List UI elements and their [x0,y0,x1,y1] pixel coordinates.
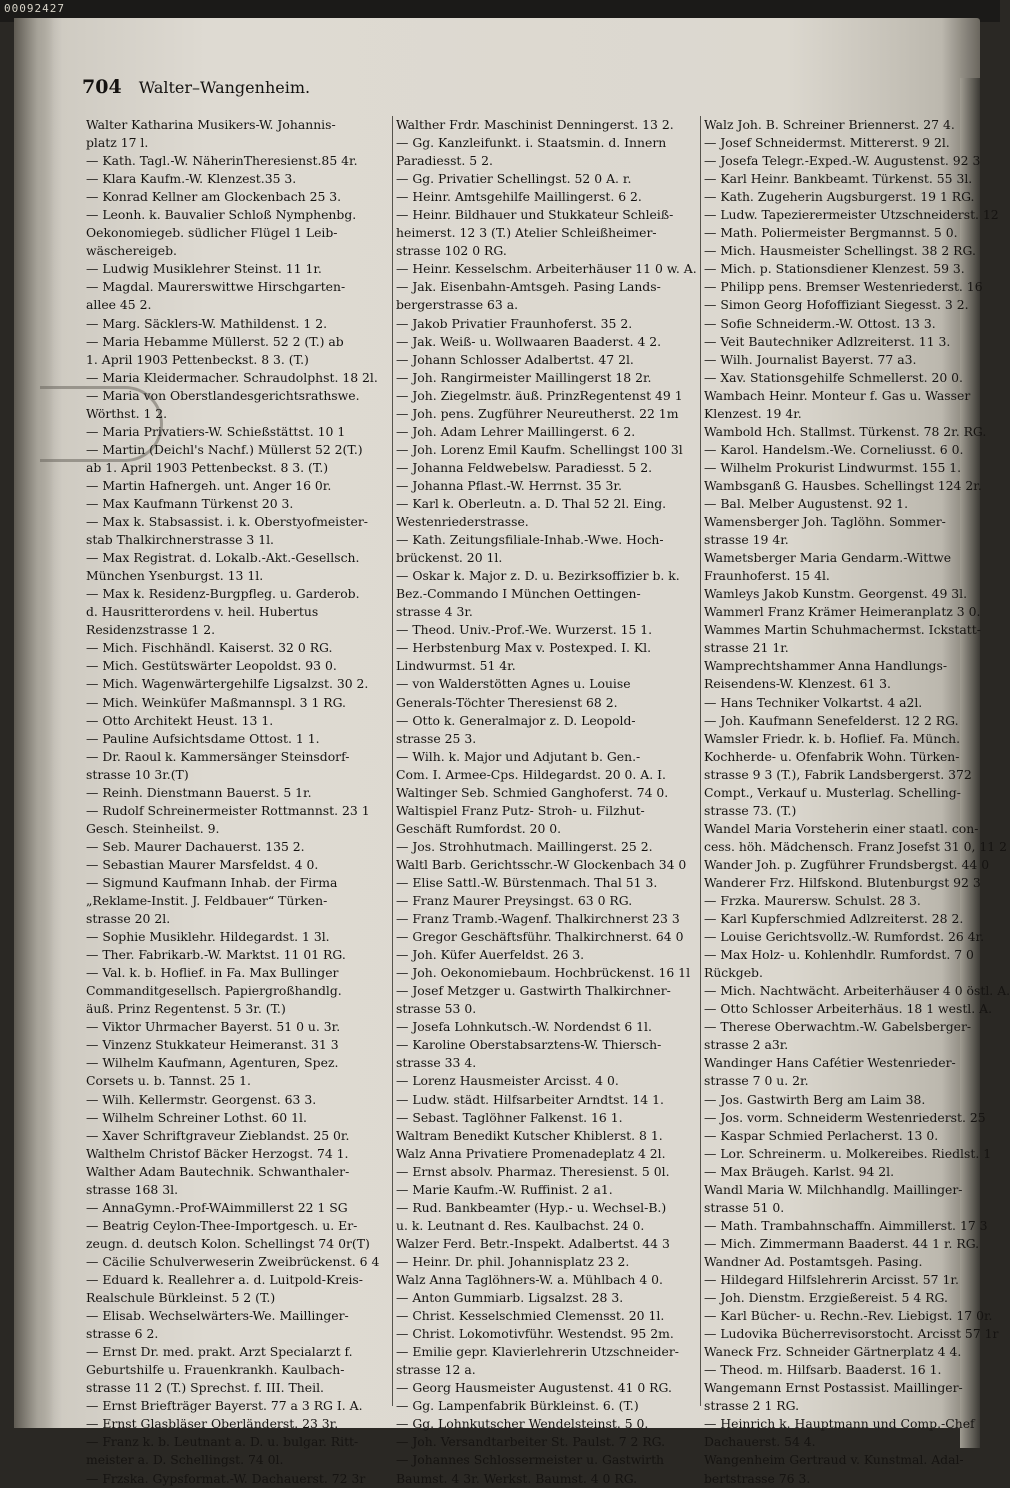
directory-line: — Maria Hebamme Müllerst. 52 2 (T.) ab [86,333,344,349]
column-rule-1 [392,116,393,1406]
directory-line: Generals-Töchter Theresienst 68 2. [396,694,618,710]
directory-line: Waltinger Seb. Schmied Ganghoferst. 74 0. [396,784,669,800]
directory-line: — Christ. Lokomotivführ. Westendst. 95 2m. [396,1326,674,1342]
directory-line: — Ernst Glasbläser Oberländerst. 23 3r. [86,1416,339,1432]
directory-line: — Mich. Weinküfer Maßmannspl. 3 1 RG. [86,694,346,710]
directory-line: — Val. k. b. Hoflief. in Fa. Max Bullinger [86,965,339,981]
directory-line: Walther Frdr. Maschinist Denningerst. 13 2. [396,117,674,132]
directory-line: — Hildegard Hilfslehrerin Arcisst. 57 1r. [704,1272,959,1287]
directory-line: — Elisab. Wechselwärters-We. Maillinger- [86,1308,349,1324]
directory-line: — Joh. Oekonomiebaum. Hochbrückenst. 16 1l [396,965,691,981]
directory-line: bergerstrasse 63 a. [396,297,519,313]
directory-line: Wambach Heinr. Monteur f. Gas u. Wasser [704,387,971,403]
directory-line: — Rud. Bankbeamter (Hyp.- u. Wechsel-B.) [396,1199,667,1215]
directory-line: Kochherde- u. Ofenfabrik Wohn. Türken- [704,748,960,764]
directory-line: heimerst. 12 3 (T.) Atelier Schleißheimer- [396,225,657,241]
directory-line: äuß. Prinz Regentenst. 5 3r. (T.) [86,1001,286,1017]
directory-line: — Otto Schlosser Arbeiterhäus. 18 1 westl. A. [704,1001,993,1017]
directory-line: platz 17 l. [86,135,149,151]
directory-line: — Joh. Lorenz Emil Kaufm. Schellingst 100 3l [396,441,683,457]
directory-line: Reisendens-W. Klenzest. 61 3. [704,676,891,692]
column-2 [396,116,698,1488]
directory-line: — Maria Kleidermacher. Schraudolphst. 18 2l. [86,369,378,385]
directory-line: Waltispiel Franz Putz- Stroh- u. Filzhut- [396,802,645,818]
directory-line: — Maria von Oberstlandesgerichtsrathswe. [86,387,360,403]
directory-line: — Johanna Pflast.-W. Herrnst. 35 3r. [396,477,622,493]
directory-line: strasse 2 1 RG. [704,1398,800,1414]
directory-line: Walter Katharina Musikers-W. Johannis- [86,117,336,132]
column-3 [704,116,1010,1488]
directory-line: brückenst. 20 1l. [396,550,503,566]
directory-line: — Jak. Eisenbahn-Amtsgeh. Pasing Lands- [396,279,661,295]
directory-line: — Max Bräugeh. Karlst. 94 2l. [704,1163,895,1179]
directory-line: — Franz k. b. Leutnant a. D. u. bulgar. Ritt- [86,1434,359,1450]
directory-line: strasse 73. (T.) [704,802,797,818]
directory-line: Wangemann Ernst Postassist. Maillinger- [704,1380,963,1396]
directory-line: — Franz Tramb.-Wagenf. Thalkirchnerst 23 3 [396,911,680,927]
directory-line: — Josefa Lohnkutsch.-W. Nordendst 6 1l. [396,1019,652,1035]
directory-line: meister a. D. Schellingst. 74 0l. [86,1452,284,1468]
directory-line: Walz Anna Taglöhners-W. a. Mühlbach 4 0. [396,1272,663,1287]
directory-line: u. k. Leutnant d. Res. Kaulbachst. 24 0. [396,1217,645,1233]
directory-line: Wammes Martin Schuhmachermst. Ickstatt- [704,622,981,638]
directory-line: — Josef Metzger u. Gastwirth Thalkirchner- [396,983,671,999]
column-1 [86,116,388,1488]
directory-line: strasse 19 4r. [704,532,789,548]
directory-line: — Joh. Adam Lehrer Maillingerst. 6 2. [396,423,636,439]
directory-line: — Johanna Feldwebelsw. Paradiesst. 5 2. [396,459,653,475]
directory-line: — Eduard k. Reallehrer a. d. Luitpold-Kreis- [86,1272,363,1287]
directory-line: — Marg. Säcklers-W. Mathildenst. 1 2. [86,315,328,331]
directory-line: — Rudolf Schreinermeister Rottmannst. 23 1 [86,802,370,818]
directory-line: — Martin (Deichl's Nachf.) Müllerst 52 2(T.) [86,441,363,457]
directory-line: — Pauline Aufsichtsdame Ottost. 1 1. [86,730,320,746]
directory-line: — Kath. Zugeherin Augsburgerst. 19 1 RG. [704,189,975,205]
directory-line: Walthelm Christof Bäcker Herzogst. 74 1. [86,1145,349,1161]
directory-line: Geburtshilfe u. Frauenkrankh. Kaulbach- [86,1362,345,1378]
directory-line: — Gregor Geschäftsführ. Thalkirchnerst. 64 0 [396,929,684,945]
directory-line: — Herbstenburg Max v. Postexped. I. Kl. [396,640,652,656]
directory-line: Residenzstrasse 1 2. [86,622,216,638]
directory-line: strasse 4 3r. [396,604,473,620]
directory-line: Walther Adam Bautechnik. Schwanthaler- [86,1163,350,1179]
directory-line: Paradiesst. 5 2. [396,153,493,169]
directory-line: 1. April 1903 Pettenbeckst. 8 3. (T.) [86,351,309,367]
directory-line: stab Thalkirchnerstrasse 3 1l. [86,532,274,548]
directory-line: ab 1. April 1903 Pettenbeckst. 8 3. (T.) [86,459,329,475]
directory-line: — Franz Maurer Preysingst. 63 0 RG. [396,893,633,909]
directory-line: — Gg. Lampenfabrik Bürkleinst. 6. (T.) [396,1398,639,1414]
directory-line: — Ludwig Musiklehrer Steinst. 11 1r. [86,261,322,277]
directory-line: strasse 11 2 (T.) Sprechst. f. III. Theil. [86,1380,324,1396]
directory-line: — Ludw. städt. Hilfsarbeiter Arndtst. 14 1. [396,1091,664,1107]
directory-line: — Kaspar Schmied Perlacherst. 13 0. [704,1127,939,1143]
directory-line: — Martin Hafnergeh. unt. Anger 16 0r. [86,477,332,493]
directory-line: — Heinrich k. Hauptmann und Comp.-Chef [704,1416,975,1432]
directory-line: — Mich. p. Stationsdiener Klenzest. 59 3. [704,261,965,277]
directory-line: — Kath. Tagl.-W. NäherinTheresienst.85 4r. [86,153,358,169]
directory-line: — Gg. Privatier Schellingst. 52 0 A. r. [396,171,632,187]
directory-line: — Theod. Univ.-Prof.-We. Wurzerst. 15 1. [396,622,653,638]
directory-line: — Louise Gerichtsvollz.-W. Rumfordst. 26 4r. [704,929,985,945]
directory-line: — Wilhelm Prokurist Lindwurmst. 155 1. [704,459,962,475]
directory-line: — Sebastian Maurer Marsfeldst. 4 0. [86,856,319,872]
directory-line: — Kath. Zeitungsfiliale-Inhab.-Wwe. Hoch- [396,532,664,548]
directory-line: — Math. Trambahnschaffn. Aimmillerst. 17 3 [704,1217,988,1233]
directory-line: Gesch. Steinheilst. 9. [86,820,220,836]
directory-line: — Viktor Uhrmacher Bayerst. 51 0 u. 3r. [86,1019,341,1035]
directory-line: — Frzka. Maurersw. Schulst. 28 3. [704,893,921,909]
directory-line: — Magdal. Maurerswittwe Hirschgarten- [86,279,346,295]
directory-line: — Wilh. Journalist Bayerst. 77 a3. [704,351,917,367]
directory-line: — Gg. Lohnkutscher Wendelsteinst. 5 0. [396,1416,649,1432]
directory-line: — Karl Heinr. Bankbeamt. Türkenst. 55 3l. [704,171,973,187]
directory-line: Wandinger Hans Cafétier Westenrieder- [704,1055,956,1071]
directory-line: strasse 12 a. [396,1362,476,1378]
directory-line: Walz Joh. B. Schreiner Briennerst. 27 4. [704,117,955,132]
page-header [82,76,310,98]
directory-line: Compt., Verkauf u. Musterlag. Schelling- [704,784,961,800]
directory-line: Wammerl Franz Krämer Heimeranplatz 3 0. [704,604,981,620]
directory-line: — Otto k. Generalmajor z. D. Leopold- [396,712,636,728]
directory-line: Wander Joh. p. Zugführer Frundsbergst. 44 0 [704,856,990,872]
directory-line: — Joh. Küfer Auerfeldst. 26 3. [396,947,585,963]
directory-line: — Mich. Fischhändl. Kaiserst. 32 0 RG. [86,640,333,656]
directory-line: allee 45 2. [86,297,152,313]
directory-line: — Theod. m. Hilfsarb. Baaderst. 16 1. [704,1362,942,1378]
directory-line: Wandel Maria Vorsteherin einer staatl. con- [704,820,979,836]
directory-line: strasse 7 0 u. 2r. [704,1073,809,1089]
directory-line: — Math. Poliermeister Bergmannst. 5 0. [704,225,958,241]
directory-line: — Otto Architekt Heust. 13 1. [86,712,274,728]
directory-line: Commanditgesellsch. Papiergroßhandlg. [86,983,342,999]
directory-line: Wametsberger Maria Gendarm.-Wittwe [704,550,952,566]
directory-line: — Mich. Zimmermann Baaderst. 44 1 r. RG. [704,1235,980,1251]
directory-line: — Jos. Strohhutmach. Maillingerst. 25 2. [396,838,653,854]
directory-line: — Emilie gepr. Klavierlehrerin Utzschneider- [396,1344,679,1360]
directory-line: — Sofie Schneiderm.-W. Ottost. 13 3. [704,315,936,331]
directory-line: — Wilhelm Kaufmann, Agenturen, Spez. [86,1055,339,1071]
column-rule-2 [700,116,701,1406]
directory-line: München Ysenburgst. 13 1l. [86,568,264,584]
directory-line: — Johann Schlosser Adalbertst. 47 2l. [396,351,634,367]
directory-line: — Josef Schneidermst. Mittererst. 9 2l. [704,135,950,151]
running-head: Walter–Wangenheim. [138,78,311,97]
directory-line: Oekonomiegeb. südlicher Flügel 1 Leib- [86,225,338,241]
directory-line: — Beatrig Ceylon-Thee-Importgesch. u. Er- [86,1217,358,1233]
directory-line: — Wilh. Kellermstr. Georgenst. 63 3. [86,1091,317,1107]
directory-line: Realschule Bürkleinst. 5 2 (T.) [86,1290,276,1306]
directory-line: Lindwurmst. 51 4r. [396,658,516,674]
directory-line: — Ernst absolv. Pharmaz. Theresienst. 5 0l. [396,1163,670,1179]
directory-line: — Joh. pens. Zugführer Neureutherst. 22 1m [396,405,679,421]
directory-line: — Mich. Nachtwächt. Arbeiterhäuser 4 0 östl. A. [704,983,1010,999]
directory-line: — Ther. Fabrikarb.-W. Marktst. 11 01 RG. [86,947,346,963]
directory-line: Wambold Hch. Stallmst. Türkenst. 78 2r. RG. [704,423,987,439]
directory-line: — Joh. Dienstm. Erzgießereist. 5 4 RG. [704,1290,948,1306]
directory-line: strasse 2 a3r. [704,1037,789,1053]
directory-line: — Gg. Kanzleifunkt. i. Staatsmin. d. Innern [396,135,667,151]
directory-line: — Vinzenz Stukkateur Heimeranst. 31 3 [86,1037,339,1053]
directory-line: — Georg Hausmeister Augustenst. 41 0 RG. [396,1380,672,1396]
directory-line: — Simon Georg Hofoffiziant Siegesst. 3 2. [704,297,969,313]
directory-line: bertstrasse 76 3. [704,1470,811,1486]
scan-id: 00092427 [4,2,65,15]
directory-line: d. Hausritterordens v. heil. Hubertus [86,604,319,620]
directory-line: — Karl Kupferschmied Adlzreiterst. 28 2. [704,911,964,927]
directory-line: — Wilh. k. Major und Adjutant b. Gen.- [396,748,641,764]
directory-line: — Xaver Schriftgraveur Zieblandst. 25 0r. [86,1127,350,1143]
directory-line: strasse 20 2l. [86,911,171,927]
directory-line: strasse 53 0. [396,1001,477,1017]
directory-line: — Max Holz- u. Kohlenhdlr. Rumfordst. 7 0 [704,947,974,963]
directory-line: — Heinr. Amtsgehilfe Maillingerst. 6 2. [396,189,642,205]
directory-line: — Joh. Kaufmann Senefelderst. 12 2 RG. [704,712,959,728]
directory-line: Wangenheim Gertraud v. Kunstmal. Adal- [704,1452,964,1468]
directory-line: strasse 6 2. [86,1326,159,1342]
directory-line: Fraunhoferst. 15 4l. [704,568,830,584]
directory-line: — Sebast. Taglöhner Falkenst. 16 1. [396,1109,623,1125]
directory-line: — Elise Sattl.-W. Bürstenmach. Thal 51 3. [396,874,658,890]
directory-line: — Frzska. Gypsformat.-W. Dachauerst. 72 3r [86,1470,366,1486]
directory-line: — Lorenz Hausmeister Arcisst. 4 0. [396,1073,619,1089]
directory-line: — Karoline Oberstabsarztens-W. Thiersch- [396,1037,662,1053]
directory-line: zeugn. d. deutsch Kolon. Schellingst 74 0r(T) [86,1235,370,1251]
directory-line: — AnnaGymn.-Prof-WAimmillerst 22 1 SG [86,1199,348,1215]
directory-line: — Philipp pens. Bremser Westenriederst. 16 [704,279,983,295]
directory-line: — Mich. Hausmeister Schellingst. 38 2 RG. [704,243,976,259]
directory-line: Waltram Benedikt Kutscher Khiblerst. 8 1. [396,1127,663,1143]
directory-line: — Jos. vorm. Schneiderm Westenriederst. 25 [704,1109,986,1125]
page-binding-shadow [14,18,54,1428]
directory-line: — Max k. Stabsassist. i. k. Oberstyofmeister- [86,514,368,530]
directory-line: — Max Kaufmann Türkenst 20 3. [86,495,294,511]
directory-line: — Jak. Weiß- u. Wollwaaren Baaderst. 4 2. [396,333,662,349]
directory-line: — Heinr. Dr. phil. Johannisplatz 23 2. [396,1253,630,1269]
directory-page [14,18,1010,1486]
directory-line: — Lor. Schreinerm. u. Molkereibes. Riedlst. 1 [704,1145,992,1161]
directory-line: — Dr. Raoul k. Kammersänger Steinsdorf- [86,748,350,764]
directory-line: — Karl Bücher- u. Rechn.-Rev. Liebigst. 17 0r. [704,1308,993,1324]
directory-line: Wandl Maria W. Milchhandlg. Maillinger- [704,1181,963,1197]
directory-line: — Joh. Versandtarbeiter St. Paulst. 7 2 RG. [396,1434,666,1450]
directory-line: strasse 9 3 (T.), Fabrik Landsbergerst. 372 [704,766,972,782]
directory-line: — Oskar k. Major z. D. u. Bezirksoffizier b. k. [396,568,680,584]
directory-line: strasse 10 3r.(T) [86,766,189,782]
directory-line: Westenriederstrasse. [396,514,529,530]
directory-line: — Max Registrat. d. Lokalb.-Akt.-Gesellsch. [86,550,360,566]
directory-line: Wambsganß G. Hausbes. Schellingst 124 2r. [704,477,982,493]
directory-line: — Heinr. Kesselschm. Arbeiterhäuser 11 0 w. A. [396,261,697,277]
directory-line: strasse 21 1r. [704,640,789,656]
directory-line: — Sophie Musiklehr. Hildegardst. 1 3l. [86,929,330,945]
directory-line: — Ludovika Bücherrevisorstocht. Arcisst 57 1r [704,1326,999,1342]
directory-line: — von Walderstötten Agnes u. Louise [396,676,631,692]
directory-line: — Joh. Ziegelmstr. äuß. PrinzRegentenst 49 1 [396,387,683,403]
directory-line: Wamprechtshammer Anna Handlungs- [704,658,948,674]
directory-line: strasse 168 3l. [86,1181,179,1197]
directory-line: Walz Anna Privatiere Promenadeplatz 4 2l. [396,1145,666,1161]
directory-line: Bez.-Commando I München Oettingen- [396,586,641,602]
directory-line: Wanderer Frz. Hilfskond. Blutenburgst 92 3 [704,874,981,890]
directory-line: — Cäcilie Schulverweserin Zweibrückenst. 6 4 [86,1253,380,1269]
page-number: 704 [82,76,122,98]
directory-line: Wandner Ad. Postamtsgeh. Pasing. [704,1253,923,1269]
directory-line: — Mich. Gestütswärter Leopoldst. 93 0. [86,658,337,674]
directory-line: — Therese Oberwachtm.-W. Gabelsberger- [704,1019,972,1035]
directory-line: — Jos. Gastwirth Berg am Laim 38. [704,1091,926,1107]
directory-line: — Bal. Melber Augustenst. 92 1. [704,495,909,511]
directory-line: — Jakob Privatier Fraunhoferst. 35 2. [396,315,633,331]
directory-line: — Mich. Wagenwärtergehilfe Ligsalzst. 30 2. [86,676,369,692]
directory-line: Com. I. Armee-Cps. Hildegardst. 20 0. A. I. [396,766,666,782]
directory-line: strasse 102 0 RG. [396,243,507,259]
directory-line: — Sigmund Kaufmann Inhab. der Firma [86,874,338,890]
directory-line: Geschäft Rumfordst. 20 0. [396,820,562,836]
directory-line: — Ludw. Tapezierermeister Utzschneiderst. 12 [704,207,999,223]
directory-line: strasse 33 4. [396,1055,477,1071]
directory-line: Walzer Ferd. Betr.-Inspekt. Adalbertst. 44 3 [396,1235,670,1251]
directory-line: — Anton Gummiarb. Ligsalzst. 28 3. [396,1290,624,1306]
directory-line: strasse 51 0. [704,1199,785,1215]
directory-line: Wamensberger Joh. Taglöhn. Sommer- [704,514,946,530]
directory-line: — Konrad Kellner am Glockenbach 25 3. [86,189,342,205]
directory-line: Wörthst. 1 2. [86,405,168,421]
directory-line: cess. höh. Mädchensch. Franz Josefst 31 0, 11 2 [704,838,1007,854]
directory-line: — Max k. Residenz-Burgpfleg. u. Garderob. [86,586,360,602]
directory-line: Baumst. 4 3r. Werkst. Baumst. 4 0 RG. [396,1470,638,1486]
directory-line: — Veit Bautechniker Adlzreiterst. 11 3. [704,333,951,349]
directory-line: — Johannes Schlossermeister u. Gastwirth [396,1452,665,1468]
directory-line: — Hans Techniker Volkartst. 4 a2l. [704,694,923,710]
directory-line: — Christ. Kesselschmied Clemensst. 20 1l. [396,1308,665,1324]
directory-line: — Klara Kaufm.-W. Klenzest.35 3. [86,171,297,187]
directory-line: — Wilhelm Schreiner Lothst. 60 1l. [86,1109,307,1125]
directory-line: Dachauerst. 54 4. [704,1434,816,1450]
directory-line: Rückgeb. [704,965,763,981]
directory-line: — Xav. Stationsgehilfe Schmellerst. 20 0. [704,369,963,385]
directory-line: — Ernst Briefträger Bayerst. 77 a 3 RG I. A. [86,1398,363,1414]
directory-line: — Heinr. Bildhauer und Stukkateur Schleiß- [396,207,674,223]
directory-line: — Karol. Handelsm.-We. Corneliusst. 6 0. [704,441,964,457]
directory-line: — Josefa Telegr.-Exped.-W. Augustenst. 92 3 [704,153,981,169]
directory-line: Klenzest. 19 4r. [704,405,802,421]
directory-line: Waltl Barb. Gerichtsschr.-W Glockenbach 34 0 [396,856,687,872]
directory-line: Waneck Frz. Schneider Gärtnerplatz 4 4. [704,1344,962,1360]
directory-line: — Reinh. Dienstmann Bauerst. 5 1r. [86,784,312,800]
directory-line: — Ernst Dr. med. prakt. Arzt Specialarzt f. [86,1344,353,1360]
directory-line: — Marie Kaufm.-W. Ruffinist. 2 a1. [396,1181,613,1197]
directory-line: — Maria Privatiers-W. Schießstättst. 10 1 [86,423,346,439]
directory-line: wäschereigeb. [86,243,177,259]
directory-line: — Leonh. k. Bauvalier Schloß Nymphenbg. [86,207,357,223]
directory-line: strasse 25 3. [396,730,477,746]
directory-line: — Karl k. Oberleutn. a. D. Thal 52 2l. Eing. [396,495,667,511]
directory-line: Corsets u. b. Tannst. 25 1. [86,1073,251,1089]
directory-line: — Joh. Rangirmeister Maillingerst 18 2r. [396,369,652,385]
directory-line: — Seb. Maurer Dachauerst. 135 2. [86,838,305,854]
directory-line: „Reklame-Instit. J. Feldbauer“ Türken- [86,893,328,909]
directory-line: Wamsler Friedr. k. b. Hoflief. Fa. Münch. [704,730,961,746]
directory-line: Wamleys Jakob Kunstm. Georgenst. 49 3l. [704,586,968,602]
